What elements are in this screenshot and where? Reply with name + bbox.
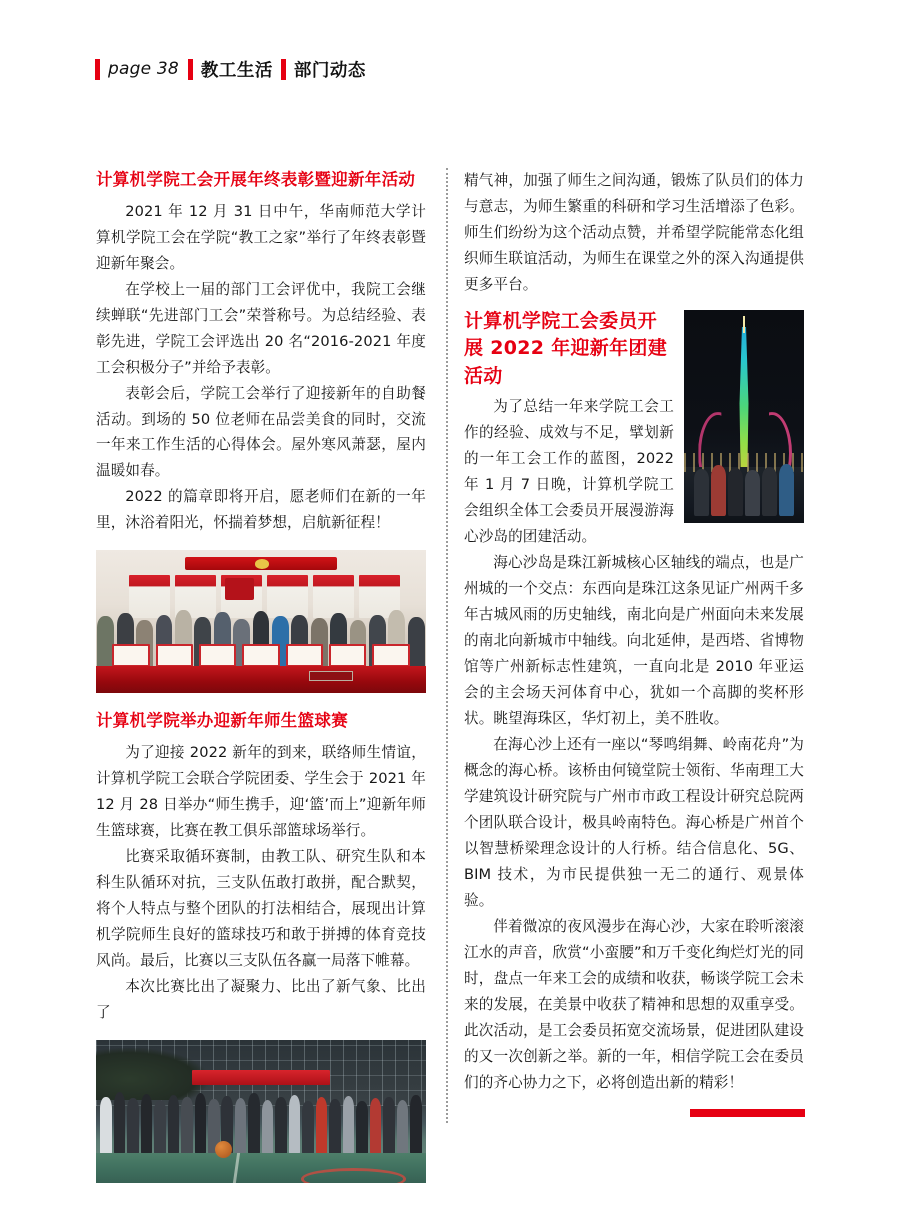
- left-column: [96, 168, 426, 1183]
- award-ceremony-photo: [96, 550, 426, 693]
- article-1-paragraph-1: 2021 年 12 月 31 日中午，华南师范大学计算机学院工会在学院“教工之家”举行了年终表彰暨迎新年聚会。: [96, 202, 426, 272]
- header-category: 教工生活: [200, 60, 273, 81]
- article-2-paragraph-2: 比赛采取循环赛制，由教工队、研究生队和本科生队循环对抗，三支队伍敢打敢拼，配合默契，将个人特点与整个团队的打法相结合，展现出计算机学院师生良好的篮球技巧和敢于拼搏的体育竞技风尚。最后，比赛以三支队伍各赢一局落下帷幕。: [96, 847, 426, 969]
- article-3-paragraph-3: 在海心沙上还有一座以“琴鸣绢舞、岭南花舟”为概念的海心桥。该桥由何镜堂院士领衔、华南理工大学建筑设计研究院与广州市市政工程设计研究总院两个团队联合设计，极具岭南特色。海心桥是广州首个以智慧桥梁理念设计的人行桥。结合信息化、5G、BIM 技术，为市民提供独一无二的通行、观景体验。: [464, 736, 804, 909]
- article-1-paragraph-4: 2022 的篇章即将开启，愿老师们在新的一年里，沐浴着阳光，怀揣着梦想，启航新征程！: [96, 488, 426, 532]
- article-3-paragraph-4: 伴着微凉的夜风漫步在海心沙，大家在聆听滚滚江水的声音，欣赏“小蛮腰”和万千变化绚烂灯光的同时，盘点一年来工会的成绩和收获，畅谈学院工会未来的发展，在美景中收获了精神和思想的双重享受。此次活动，是工会委员拓宽交流场景，促进团队建设的又一次创新之举。新的一年，相信学院工会在委员们的齐心协力之下，必将创造出新的精彩！: [464, 917, 804, 1091]
- article-1-title: 计算机学院工会开展年终表彰暨迎新年活动: [96, 170, 416, 189]
- article-2-paragraph-1: 为了迎接 2022 新年的到来，联络师生情谊，计算机学院工会联合学院团委、学生会于 2021 年 12 月 28 日举办“师生携手，迎‘篮’而上”迎新年师生篮球赛，比赛在教工俱乐部篮球场举行。: [96, 744, 426, 839]
- article-2-paragraph-3: 本次比赛比出了凝聚力、比出了新气象、比出了: [96, 977, 426, 1021]
- page-header: [95, 56, 366, 82]
- right-column: [464, 168, 804, 1096]
- article-3-title: 计算机学院工会委员开展 2022 年迎新年团建活动: [464, 309, 668, 387]
- canton-tower-photo: [684, 310, 804, 523]
- article-2-continuation: 精气神，加强了师生之间沟通，锻炼了队员们的体力与意志，为师生繁重的科研和学习生活增添了色彩。师生们纷纷为这个活动点赞，并希望学院能常态化组织师生联谊活动，为师生在课堂之外的深入沟通提供更多平台。: [464, 172, 804, 293]
- column-divider: [446, 168, 448, 1123]
- basketball-game-photo: [96, 1040, 426, 1183]
- bottom-accent-rule: [690, 1109, 805, 1117]
- page-number-label: page 38: [108, 59, 179, 79]
- header-subcategory: 部门动态: [293, 60, 366, 81]
- article-1-paragraph-2: 在学校上一届的部门工会评优中，我院工会继续蝉联“先进部门工会”荣誉称号。为总结经验、表彰先进，学院工会评选出 20 名“2016-2021 年度工会积极分子”并给予表彰。: [96, 280, 426, 376]
- article-2-title: 计算机学院举办迎新年师生篮球赛: [96, 711, 348, 731]
- article-3-paragraph-1: 为了总结一年来学院工会工作的经验、成效与不足，擘划新的一年工会工作的蓝图，2022 年 1 月 7 日晚，计算机学院工会组织全体工会委员开展漫游海心沙岛的团建活动。: [464, 398, 674, 546]
- article-3-paragraph-2: 海心沙岛是珠江新城核心区轴线的端点，也是广州城的一个交点：东西向是珠江这条见证广州两千多年古城风雨的历史轴线，南北向是广州面向未来发展的南北向新城市中轴线。向北延伸，是西塔、省博物馆等广州新标志性建筑，一直向北是 2010 年亚运会的主会场天河体育中心，犹如一个高脚的奖杯形状。眺望海珠区，华灯初上，美不胜收。: [464, 554, 804, 728]
- article-1-paragraph-3: 表彰会后，学院工会举行了迎接新年的自助餐活动。到场的 50 位老师在品尝美食的同时，交流一年来工作生活的心得体会。屋外寒风萧瑟，屋内温暖如春。: [96, 384, 426, 480]
